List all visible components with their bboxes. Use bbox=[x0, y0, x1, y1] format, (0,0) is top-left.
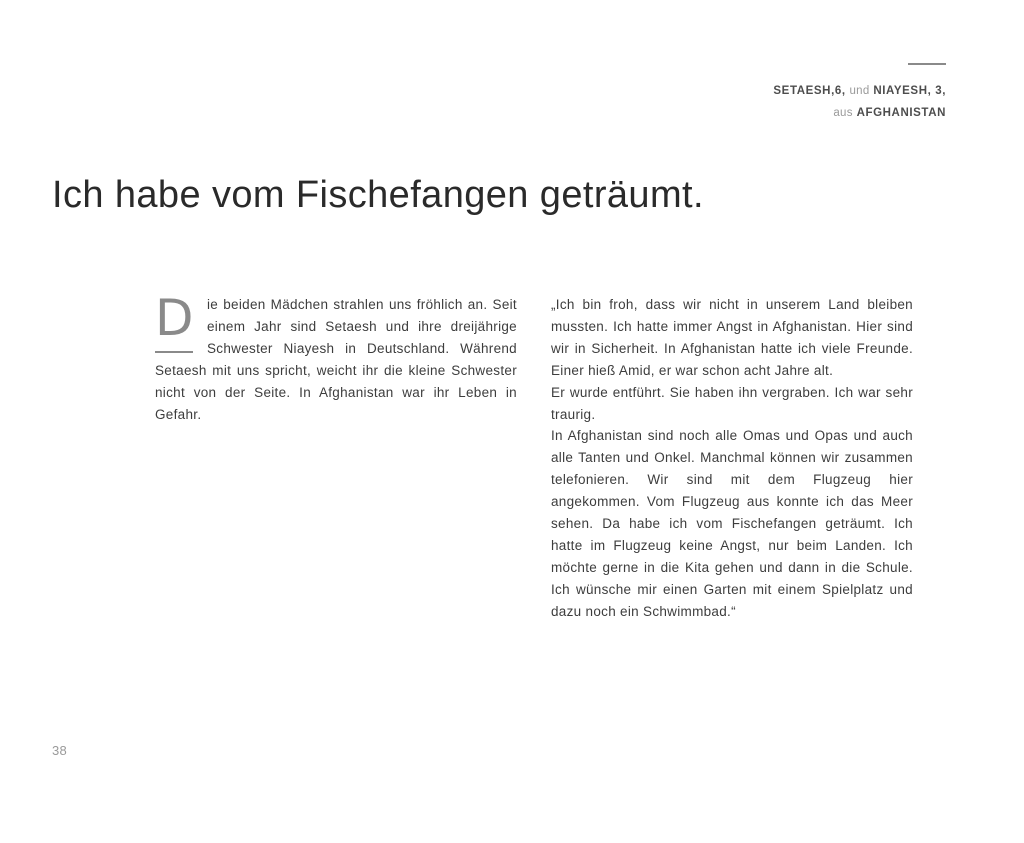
page-title: Ich habe vom Fischefangen geträumt. bbox=[52, 174, 704, 216]
intro-paragraph: ie beiden Mädchen strahlen uns fröhlich an. Seit einem Jahr sind Setaesh und ihre dreijährige Schwester Niayesh in Deutschland. Während Setaesh mit uns spricht, weicht ihr die kleine Schwester nicht von der Seite. In Afghanistan war ihr Leben in Gefahr. bbox=[155, 297, 517, 422]
dropcap-rule bbox=[155, 351, 193, 353]
byline-origin-prefix: aus bbox=[833, 107, 853, 119]
header-rule bbox=[908, 63, 946, 65]
byline-names-line bbox=[773, 80, 946, 102]
intro-column bbox=[155, 289, 517, 425]
quote-column bbox=[551, 294, 913, 623]
dropcap-block bbox=[155, 289, 195, 356]
dropcap-letter: D bbox=[155, 289, 194, 347]
byline-connector: und bbox=[849, 85, 870, 97]
byline-name-2: NIAYESH, 3, bbox=[873, 85, 946, 97]
byline bbox=[773, 80, 946, 124]
quote-paragraph: Er wurde entführt. Sie haben ihn vergraben. Ich war sehr traurig. bbox=[551, 384, 913, 422]
byline-origin-line bbox=[773, 102, 946, 124]
page-number: 38 bbox=[52, 743, 68, 758]
byline-name-1: SETAESH,6, bbox=[773, 85, 846, 97]
quote-paragraph: In Afghanistan sind noch alle Omas und Opas und auch alle Tanten und Onkel. Manchmal können wir zusammen telefonieren. Wir sind mit dem Flugzeug hier angekommen. Vom Flugzeug aus konnte ich das Meer sehen. Da habe ich vom Fischefangen geträumt. Ich hatte im Flugzeug keine Angst, nur beim Landen. Ich möchte gerne in die Kita gehen und dann in die Schule. Ich wünsche mir einen Garten mit einem Spielplatz und dazu noch ein Schwimmbad.“ bbox=[551, 428, 913, 619]
quote-paragraph: „Ich bin froh, dass wir nicht in unserem Land bleiben mussten. Ich hatte immer Angst in Afghanistan. Hier sind wir in Sicherheit. In Afghanistan hatte ich viele Freunde. Einer hieß Amid, er war schon acht Jahre alt. bbox=[551, 297, 913, 378]
byline-origin: AFGHANISTAN bbox=[856, 107, 946, 119]
